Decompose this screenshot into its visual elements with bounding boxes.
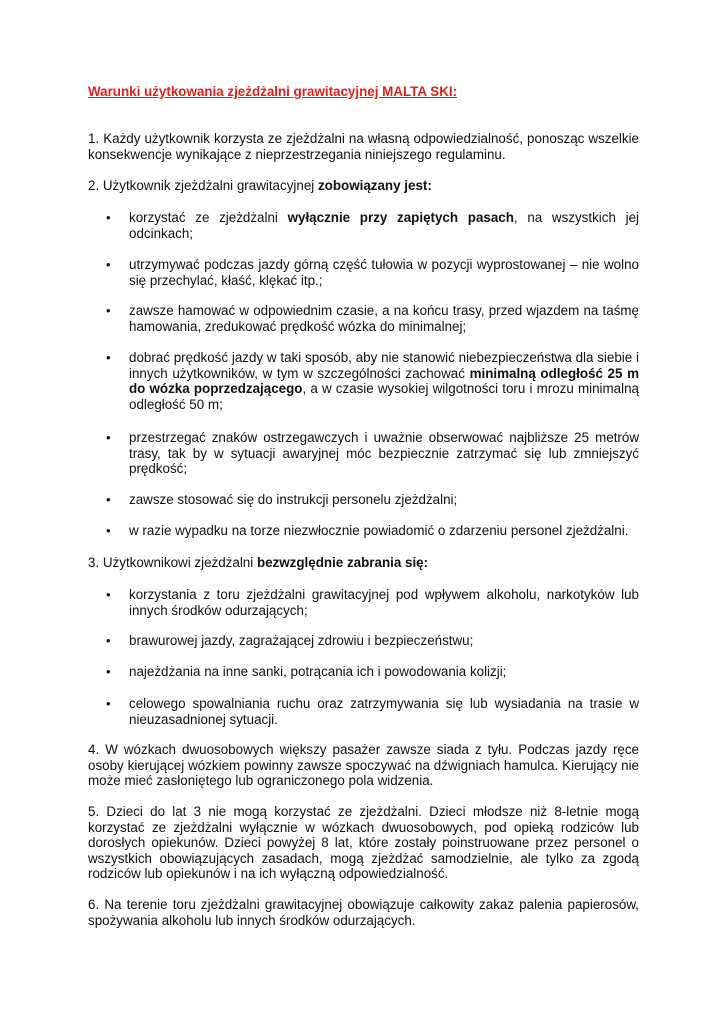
obligation-text — [129, 210, 639, 241]
list-item — [106, 492, 639, 508]
list-item — [106, 210, 639, 241]
obligation-text: w razie wypadku na torze niezwłocznie powiadomić o zdarzeniu personel zjeżdżalni. — [129, 523, 629, 538]
bullet-icon: • — [106, 664, 111, 679]
list-item — [106, 257, 639, 288]
bullet-icon: • — [106, 257, 111, 272]
bullet-icon: • — [106, 633, 111, 648]
obligation-text: zawsze stosować się do instrukcji personelu zjeżdżalni; — [129, 492, 458, 507]
text-segment: korzystać ze zjeżdżalni — [129, 210, 288, 225]
rule-1-paragraph: 1. Każdy użytkownik korzysta ze zjeżdżalni na własną odpowiedzialność, ponosząc wszelkie konsekwencje wynikające z nieprzestrzegania niniejszego regulaminu. — [88, 131, 639, 162]
list-item — [106, 587, 639, 618]
obligation-text: przestrzegać znaków ostrzegawczych i uważnie obserwować najbliższe 25 metrów trasy, tak by w sytuacji awaryjnej móc bezpiecznie zatrzymać się lub zmniejszyć prędkość; — [129, 430, 639, 477]
text-segment: dobrać prędkość jazdy w taki sposób, aby nie stanowić niebezpieczeństwa dla siebie i innych użytkowników, w tym w szczególności zachować — [129, 350, 639, 381]
bullet-icon: • — [106, 587, 111, 602]
rule-3-bold: bezwzględnie zabrania się: — [256, 555, 429, 570]
bullet-icon: • — [106, 430, 111, 445]
rule-6-paragraph: 6. Na terenie toru zjeżdżalni grawitacyjnej obowiązuje całkowity zakaz palenia papierosów, spożywania alkoholu lub innych środków odurzających. — [88, 897, 639, 928]
obligation-text — [129, 350, 639, 412]
prohibition-text: najeżdżania na inne sanki, potrącania ich i powodowania kolizji; — [129, 664, 507, 679]
rule-5-paragraph: 5. Dzieci do lat 3 nie mogą korzystać ze zjeżdżalni. Dzieci młodsze niż 8-letnie mogą korzystać ze zjeżdżalni wyłącznie w wózkach dwuosobowych, pod opieką rodziców lub dorosłych opiekunów. Dzieci powyżej 8 lat, które zostały poinstruowane przez personel o wszystkich obowiązujących zasadach, mogą zjeżdżać samodzielnie, ale tylko za zgodą rodziców lub opiekunów i na ich wyłączną odpowiedzialność. — [88, 804, 639, 882]
bullet-icon: • — [106, 303, 111, 318]
obligation-text: zawsze hamować w odpowiednim czasie, a na końcu trasy, przed wjazdem na taśmę hamowania, zredukować prędkość wózka do minimalnej; — [129, 303, 639, 334]
rule-2-heading — [88, 178, 639, 194]
list-item — [106, 430, 639, 477]
bullet-icon: • — [106, 696, 111, 711]
rule-2-bold: zobowiązany jest: — [317, 178, 432, 193]
text-bold: minimalną odległość 25 m do wózka poprzedzającego — [129, 365, 639, 397]
bullet-icon: • — [106, 350, 111, 365]
rule-2-prefix: 2. Użytkownik zjeżdżalni grawitacyjnej — [88, 178, 318, 193]
obligation-text: utrzymywać podczas jazdy górną część tułowia w pozycji wyprostowanej – nie wolno się przechylać, kłaść, klękać itp.; — [129, 257, 639, 288]
list-item — [106, 303, 639, 334]
prohibition-text: celowego spowalniania ruchu oraz zatrzymywania się lub wysiadania na trasie w nieuzasadnionej sytuacji. — [129, 696, 639, 727]
list-item — [106, 696, 639, 727]
bullet-icon: • — [106, 523, 111, 538]
rule-3-prefix: 3. Użytkownikowi zjeżdżalni — [88, 555, 257, 570]
list-item — [106, 350, 639, 412]
prohibition-text: brawurowej jazdy, zagrażającej zdrowiu i bezpieczeństwu; — [129, 633, 474, 648]
prohibition-text: korzystania z toru zjeżdżalni grawitacyjnej pod wpływem alkoholu, narkotyków lub innych środków odurzających; — [129, 587, 639, 618]
text-segment: , a w czasie wysokiej wilgotności toru i mrozu minimalną odległość 50 m; — [129, 381, 639, 412]
list-item — [106, 633, 639, 649]
document-title: Warunki użytkowania zjeżdżalni grawitacyjnej MALTA SKI: — [88, 84, 458, 99]
list-item — [106, 664, 639, 680]
text-bold: wyłącznie przy zapiętych pasach — [287, 210, 514, 225]
list-item — [106, 523, 639, 539]
bullet-icon: • — [106, 492, 111, 507]
bullet-icon: • — [106, 210, 111, 225]
rule-3-heading — [88, 555, 639, 571]
rule-4-paragraph: 4. W wózkach dwuosobowych większy pasażer zawsze siada z tyłu. Podczas jazdy ręce osoby kierującej wózkiem powinny zawsze spoczywać na dźwigniach hamulca. Kierujący nie może mieć zasłoniętego lub ograniczonego pola widzenia. — [88, 742, 639, 789]
text-segment: , na wszystkich jej odcinkach; — [129, 210, 639, 241]
